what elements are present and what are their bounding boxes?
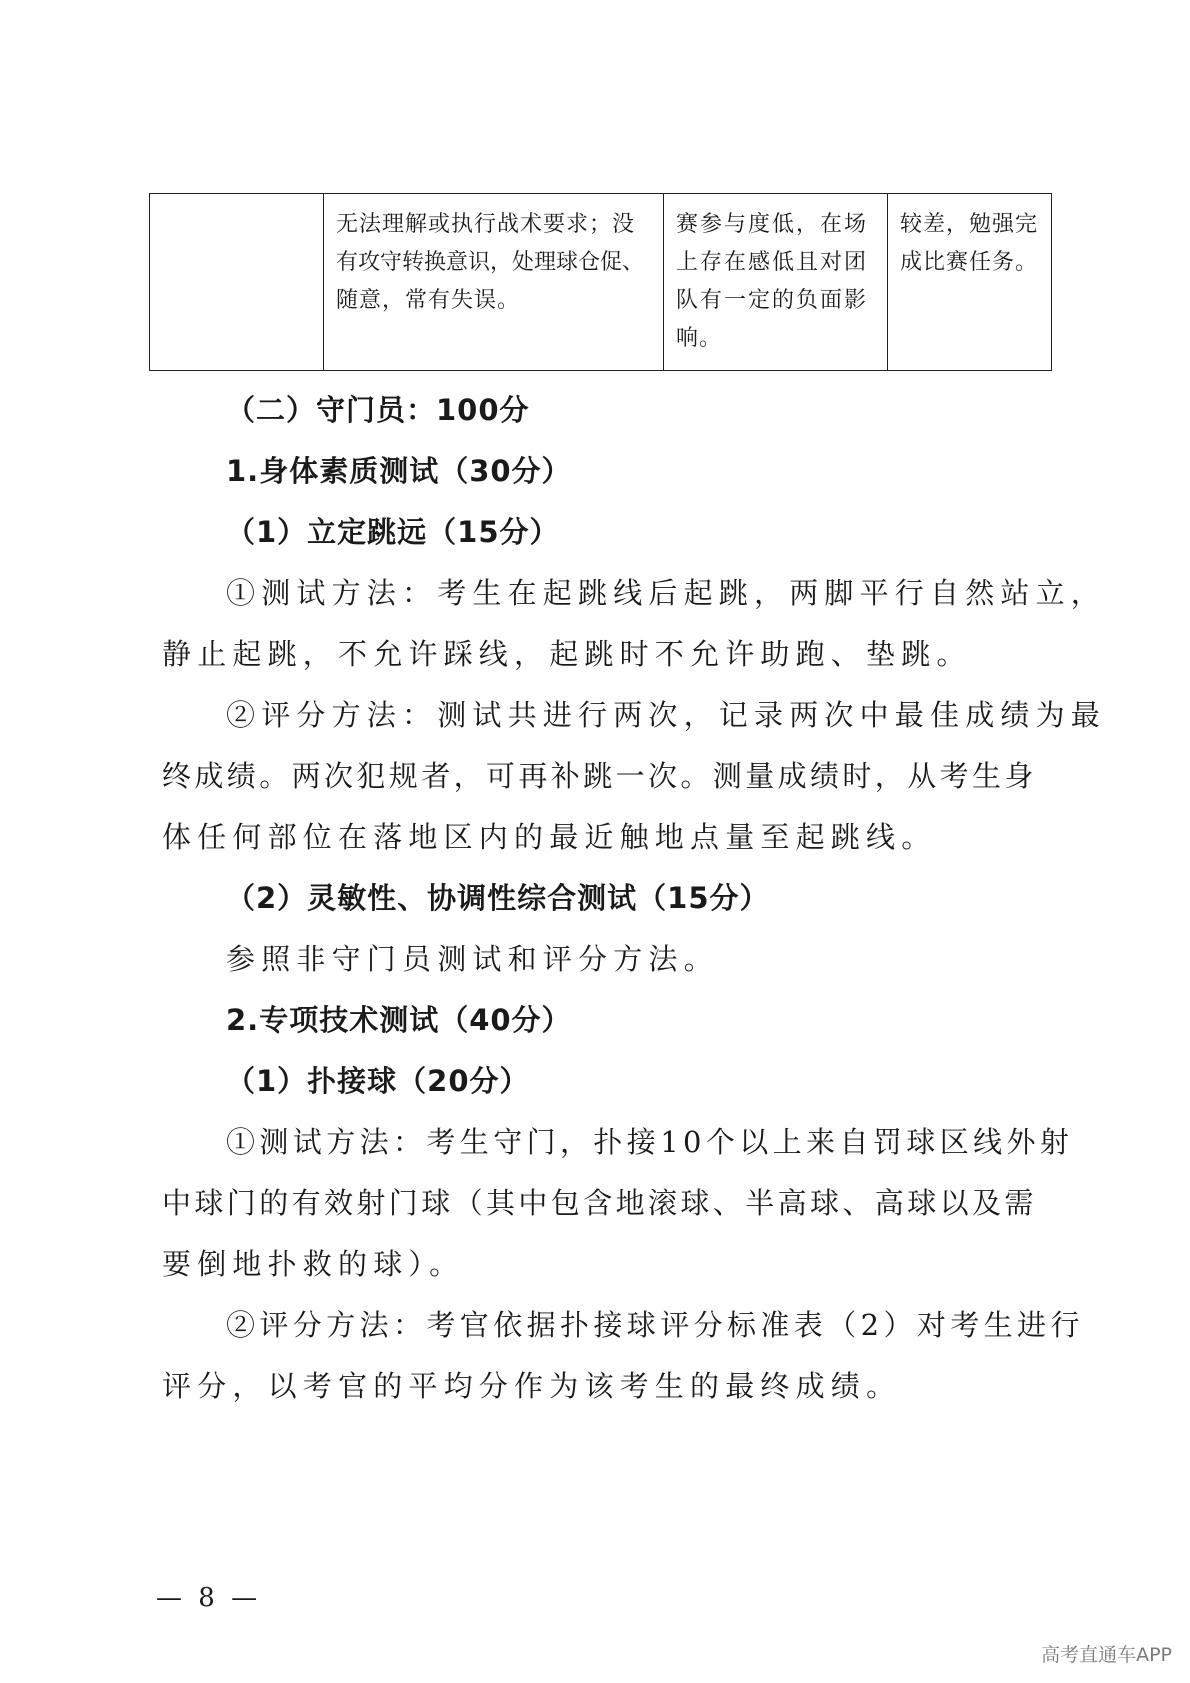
cell-line: 随意，常有失误。 (336, 288, 521, 313)
paragraph-line: ①测试方法：考生守门，扑接10个以上来自罚球区线外射 (226, 1125, 1074, 1159)
paragraph-line: 参照非守门员测试和评分方法。 (226, 942, 719, 976)
cell-line: 响。 (676, 326, 723, 351)
paragraph-line: 体任何部位在落地区内的最近触地点量至起跳线。 (162, 820, 937, 854)
cell-line: 无法理解或执行战术要求；没 (336, 212, 636, 237)
cell-line: 较差，勉强完 (900, 212, 1039, 237)
cell-line: 有攻守转换意识，处理球仓促、 (336, 250, 645, 275)
heading-standing-long-jump: （1）立定跳远（15分） (226, 515, 560, 549)
heading-physical-test: 1.身体素质测试（30分） (226, 454, 572, 488)
paragraph-line: ②评分方法：测试共进行两次，记录两次中最佳成绩为最 (226, 698, 1107, 732)
table-cell-description (324, 194, 664, 371)
table-cell-performance (664, 194, 888, 371)
watermark: 高考直通车APP (1041, 1644, 1172, 1666)
paragraph-line: ②评分方法：考官依据扑接球评分标准表（2）对考生进行 (226, 1308, 1084, 1342)
scoring-table-continuation (149, 193, 1052, 371)
heading-skill-test: 2.专项技术测试（40分） (226, 1003, 572, 1037)
cell-line: 上存在感低且对团 (676, 250, 869, 275)
table-cell-result (888, 194, 1052, 371)
heading-agility-test: （2）灵敏性、协调性综合测试（15分） (226, 881, 770, 915)
cell-line: 赛参与度低，在场 (676, 212, 869, 237)
paragraph-line: 评分，以考官的平均分作为该考生的最终成绩。 (162, 1369, 902, 1403)
paragraph-line: 要倒地扑救的球）。 (162, 1247, 465, 1281)
paragraph-line: 中球门的有效射门球（其中包含地滚球、半高球、高球以及需 (162, 1186, 1037, 1220)
table-row (150, 194, 1052, 371)
cell-line: 队有一定的负面影 (676, 288, 869, 313)
page-number: — 8 — (156, 1583, 262, 1613)
paragraph-line: 静止起跳，不允许踩线，起跳时不允许助跑、垫跳。 (162, 637, 972, 671)
section-heading-goalkeeper: （二）守门员：100分 (226, 393, 530, 427)
paragraph-line: 终成绩。两次犯规者，可再补跳一次。测量成绩时，从考生身 (162, 759, 1037, 793)
heading-catching: （1）扑接球（20分） (226, 1064, 530, 1098)
cell-line: 成比赛任务。 (900, 250, 1039, 275)
paragraph-line: ①测试方法：考生在起跳线后起跳，两脚平行自然站立， (226, 576, 1107, 610)
table-cell-level (150, 194, 324, 371)
